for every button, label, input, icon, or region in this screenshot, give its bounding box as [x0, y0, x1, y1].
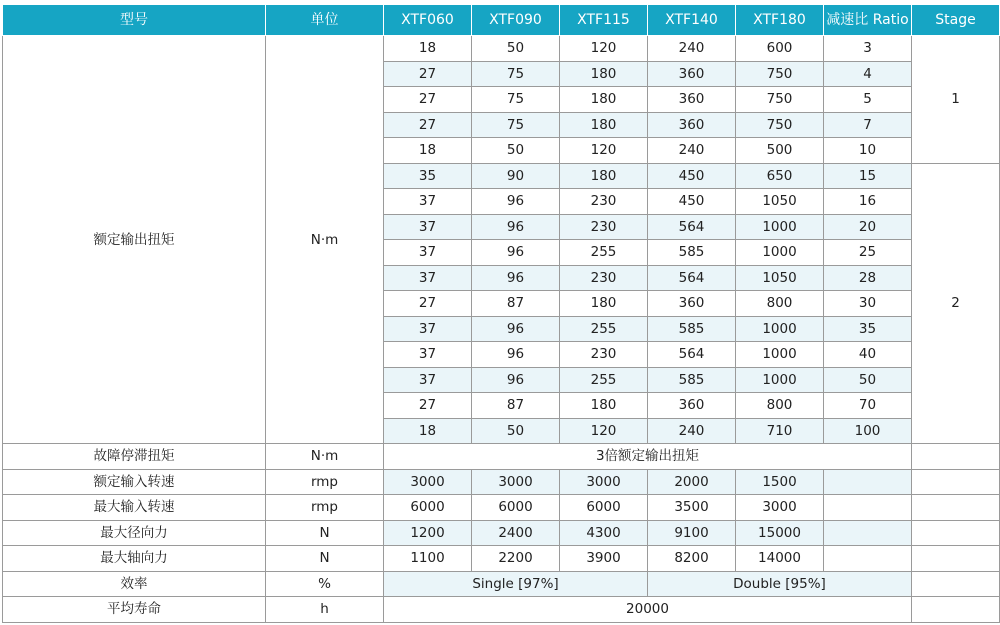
torque-value-cell: 50	[472, 36, 560, 62]
torque-value-cell: 240	[648, 36, 736, 62]
blank-cell	[912, 444, 1000, 470]
torque-value-cell: 18	[384, 36, 472, 62]
blank-cell	[824, 495, 912, 521]
value-cell: 1500	[736, 469, 824, 495]
torque-value-cell: 180	[560, 291, 648, 317]
torque-value-cell: 750	[736, 61, 824, 87]
torque-value-cell: 360	[648, 61, 736, 87]
torque-value-cell: 37	[384, 240, 472, 266]
torque-value-cell: 180	[560, 61, 648, 87]
torque-value-cell: 27	[384, 393, 472, 419]
ratio-cell: 7	[824, 112, 912, 138]
torque-value-cell: 500	[736, 138, 824, 164]
torque-value-cell: 27	[384, 291, 472, 317]
torque-value-cell: 750	[736, 112, 824, 138]
ratio-cell: 40	[824, 342, 912, 368]
ratio-cell: 15	[824, 163, 912, 189]
value-cell: 2000	[648, 469, 736, 495]
efficiency-double: Double [95%]	[648, 571, 912, 597]
torque-value-cell: 450	[648, 189, 736, 215]
row-unit: N	[266, 546, 384, 572]
ratio-cell: 100	[824, 418, 912, 444]
torque-value-cell: 50	[472, 138, 560, 164]
torque-value-cell: 180	[560, 163, 648, 189]
value-cell: 14000	[736, 546, 824, 572]
ratio-cell: 50	[824, 367, 912, 393]
ratio-cell: 5	[824, 87, 912, 113]
torque-value-cell: 240	[648, 138, 736, 164]
blank-cell	[912, 546, 1000, 572]
radial-force-row	[3, 520, 1000, 546]
torque-value-cell: 1000	[736, 240, 824, 266]
stage-cell: 1	[912, 36, 1000, 164]
axial-force-row	[3, 546, 1000, 572]
row-label: 平均寿命	[3, 597, 266, 623]
value-cell: 2400	[472, 520, 560, 546]
value-cell: 6000	[472, 495, 560, 521]
torque-value-cell: 96	[472, 189, 560, 215]
ratio-cell: 30	[824, 291, 912, 317]
header-stage: Stage	[912, 5, 1000, 36]
row-label: 额定输入转速	[3, 469, 266, 495]
row-unit: rmp	[266, 469, 384, 495]
blank-cell	[824, 469, 912, 495]
value-cell: 6000	[560, 495, 648, 521]
ratio-cell: 28	[824, 265, 912, 291]
torque-value-cell: 564	[648, 214, 736, 240]
header-model-2: XTF090	[472, 5, 560, 36]
torque-value-cell: 180	[560, 112, 648, 138]
max-speed-row	[3, 495, 1000, 521]
torque-value-cell: 1000	[736, 342, 824, 368]
stage-cell: 2	[912, 163, 1000, 444]
torque-value-cell: 255	[560, 316, 648, 342]
header-model-3: XTF115	[560, 5, 648, 36]
torque-value-cell: 96	[472, 265, 560, 291]
torque-value-cell: 1000	[736, 367, 824, 393]
efficiency-single: Single [97%]	[384, 571, 648, 597]
torque-value-cell: 120	[560, 138, 648, 164]
spec-table	[2, 4, 1000, 623]
torque-value-cell: 360	[648, 112, 736, 138]
torque-value-cell: 96	[472, 316, 560, 342]
torque-value-cell: 120	[560, 36, 648, 62]
row-unit: N	[266, 520, 384, 546]
ratio-cell: 4	[824, 61, 912, 87]
blank-cell	[912, 597, 1000, 623]
blank-cell	[824, 520, 912, 546]
torque-value-cell: 564	[648, 342, 736, 368]
value-cell: 1200	[384, 520, 472, 546]
ratio-cell: 20	[824, 214, 912, 240]
value-cell: 3000	[472, 469, 560, 495]
torque-value-cell: 1000	[736, 316, 824, 342]
ratio-cell: 3	[824, 36, 912, 62]
torque-value-cell: 360	[648, 87, 736, 113]
value-cell: 3900	[560, 546, 648, 572]
header-model-5: XTF180	[736, 5, 824, 36]
torque-value-cell: 710	[736, 418, 824, 444]
torque-value-cell: 800	[736, 393, 824, 419]
torque-value-cell: 450	[648, 163, 736, 189]
blank-cell	[912, 520, 1000, 546]
torque-value-cell: 180	[560, 87, 648, 113]
torque-value-cell: 564	[648, 265, 736, 291]
value-cell: 3500	[648, 495, 736, 521]
value-cell: 3000	[560, 469, 648, 495]
torque-unit: N·m	[266, 36, 384, 444]
row-label: 最大径向力	[3, 520, 266, 546]
life-value: 20000	[384, 597, 912, 623]
torque-row	[3, 36, 1000, 62]
value-cell: 4300	[560, 520, 648, 546]
torque-value-cell: 75	[472, 112, 560, 138]
torque-value-cell: 96	[472, 240, 560, 266]
header-unit: 单位	[266, 5, 384, 36]
torque-value-cell: 230	[560, 214, 648, 240]
torque-value-cell: 18	[384, 138, 472, 164]
row-unit: N·m	[266, 444, 384, 470]
emergency-value: 3倍额定输出扭矩	[384, 444, 912, 470]
torque-value-cell: 96	[472, 214, 560, 240]
torque-value-cell: 37	[384, 214, 472, 240]
value-cell: 3000	[736, 495, 824, 521]
row-unit: %	[266, 571, 384, 597]
torque-value-cell: 96	[472, 342, 560, 368]
torque-value-cell: 360	[648, 291, 736, 317]
rated-speed-row	[3, 469, 1000, 495]
torque-value-cell: 1050	[736, 189, 824, 215]
row-label: 故障停滞扭矩	[3, 444, 266, 470]
emergency-row	[3, 444, 1000, 470]
torque-value-cell: 230	[560, 342, 648, 368]
value-cell: 6000	[384, 495, 472, 521]
row-label: 最大轴向力	[3, 546, 266, 572]
torque-value-cell: 585	[648, 240, 736, 266]
torque-value-cell: 240	[648, 418, 736, 444]
row-unit: rmp	[266, 495, 384, 521]
value-cell: 15000	[736, 520, 824, 546]
row-label: 最大输入转速	[3, 495, 266, 521]
header-model-4: XTF140	[648, 5, 736, 36]
ratio-cell: 70	[824, 393, 912, 419]
torque-value-cell: 27	[384, 87, 472, 113]
blank-cell	[912, 495, 1000, 521]
life-row	[3, 597, 1000, 623]
blank-cell	[912, 469, 1000, 495]
header-model: 型号	[3, 5, 266, 36]
row-unit: h	[266, 597, 384, 623]
torque-value-cell: 87	[472, 393, 560, 419]
header-ratio: 减速比 Ratio	[824, 5, 912, 36]
torque-value-cell: 87	[472, 291, 560, 317]
value-cell: 3000	[384, 469, 472, 495]
torque-value-cell: 27	[384, 61, 472, 87]
torque-value-cell: 255	[560, 240, 648, 266]
torque-value-cell: 230	[560, 189, 648, 215]
torque-value-cell: 230	[560, 265, 648, 291]
torque-value-cell: 37	[384, 265, 472, 291]
header-model-1: XTF060	[384, 5, 472, 36]
torque-value-cell: 1000	[736, 214, 824, 240]
torque-value-cell: 120	[560, 418, 648, 444]
value-cell: 2200	[472, 546, 560, 572]
value-cell: 8200	[648, 546, 736, 572]
torque-value-cell: 50	[472, 418, 560, 444]
torque-label: 额定输出扭矩	[3, 36, 266, 444]
torque-value-cell: 585	[648, 367, 736, 393]
torque-value-cell: 18	[384, 418, 472, 444]
torque-value-cell: 90	[472, 163, 560, 189]
blank-cell	[824, 546, 912, 572]
torque-value-cell: 585	[648, 316, 736, 342]
value-cell: 1100	[384, 546, 472, 572]
torque-value-cell: 800	[736, 291, 824, 317]
header-row	[3, 5, 1000, 36]
torque-value-cell: 750	[736, 87, 824, 113]
torque-value-cell: 75	[472, 61, 560, 87]
ratio-cell: 35	[824, 316, 912, 342]
torque-value-cell: 600	[736, 36, 824, 62]
torque-value-cell: 180	[560, 393, 648, 419]
torque-value-cell: 75	[472, 87, 560, 113]
torque-value-cell: 1050	[736, 265, 824, 291]
ratio-cell: 25	[824, 240, 912, 266]
blank-cell	[912, 571, 1000, 597]
torque-value-cell: 37	[384, 342, 472, 368]
row-label: 效率	[3, 571, 266, 597]
torque-value-cell: 37	[384, 367, 472, 393]
ratio-cell: 10	[824, 138, 912, 164]
torque-value-cell: 360	[648, 393, 736, 419]
torque-value-cell: 37	[384, 189, 472, 215]
torque-value-cell: 650	[736, 163, 824, 189]
ratio-cell: 16	[824, 189, 912, 215]
value-cell: 9100	[648, 520, 736, 546]
torque-value-cell: 255	[560, 367, 648, 393]
torque-value-cell: 37	[384, 316, 472, 342]
efficiency-row	[3, 571, 1000, 597]
torque-value-cell: 27	[384, 112, 472, 138]
torque-value-cell: 96	[472, 367, 560, 393]
torque-value-cell: 35	[384, 163, 472, 189]
